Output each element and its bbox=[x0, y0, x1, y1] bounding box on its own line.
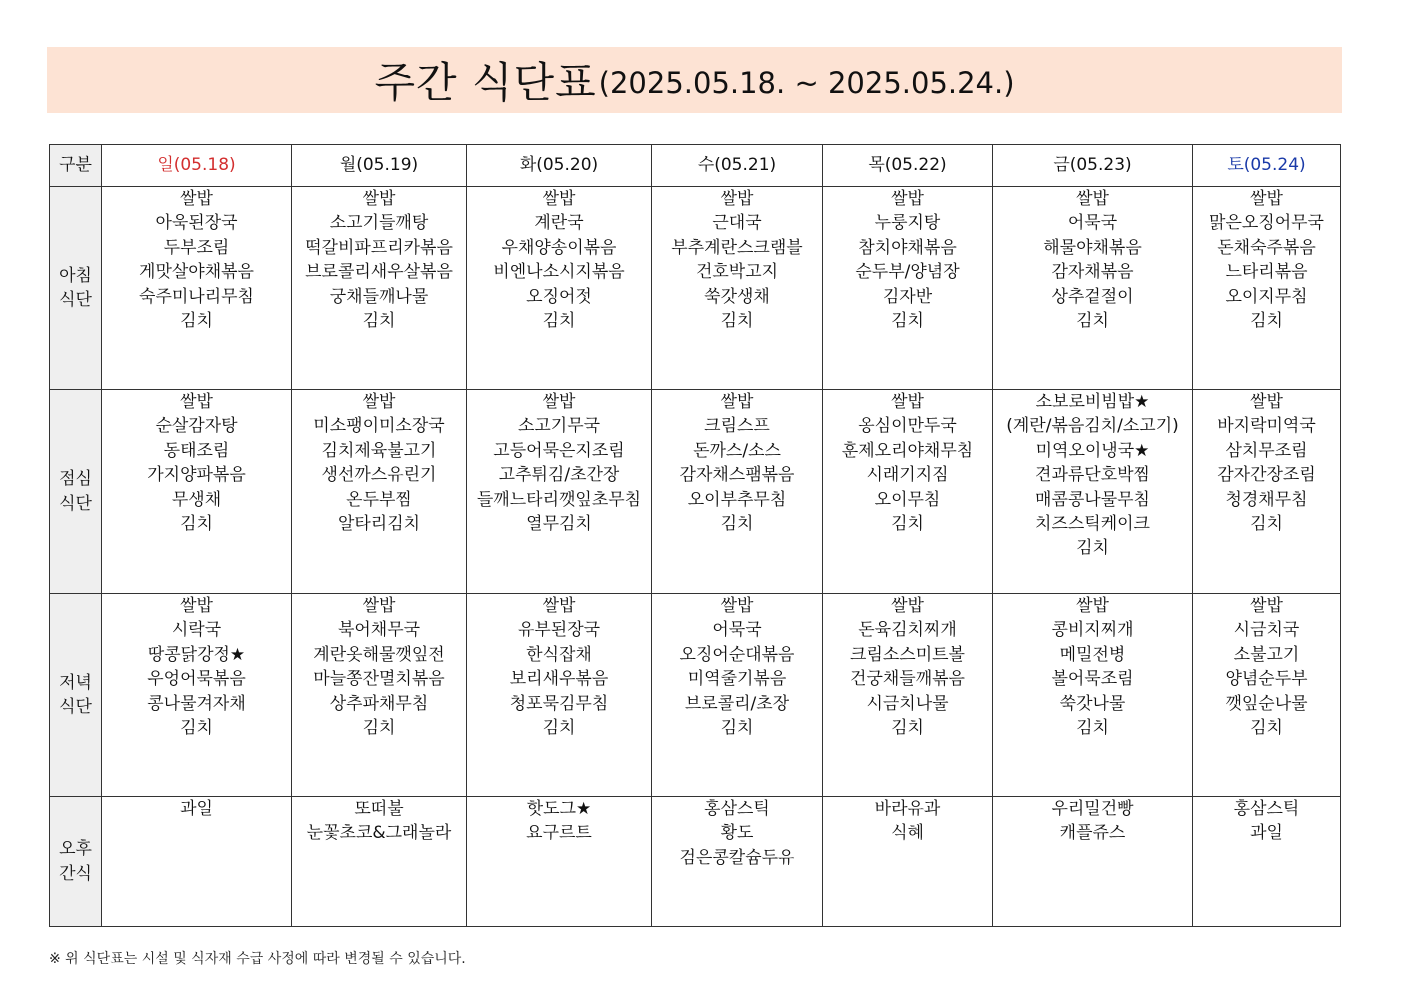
menu-item: 김치 bbox=[1076, 538, 1109, 559]
menu-item: 상추겉절이 bbox=[1051, 286, 1134, 307]
menu-item: 땅콩닭강정★ bbox=[147, 644, 246, 665]
menu-item: 북어채무국 bbox=[337, 620, 421, 641]
menu-item: 브로콜리새우살볶음 bbox=[305, 262, 453, 283]
menu-cell-tue bbox=[467, 390, 652, 594]
menu-item: 부추계란스크램블 bbox=[671, 237, 803, 258]
menu-cell-sun bbox=[102, 797, 292, 927]
menu-item: 온두부찜 bbox=[346, 489, 412, 510]
menu-item: 쌀밥 bbox=[542, 189, 576, 209]
header-day-sat: 토(05.24) bbox=[1193, 145, 1341, 187]
menu-item: 옹심이만두국 bbox=[858, 416, 957, 437]
menu-item: 과일 bbox=[1250, 823, 1283, 844]
menu-item: 궁채들깨나물 bbox=[329, 286, 429, 307]
menu-item: 김치 bbox=[1250, 311, 1283, 332]
menu-item: 쌀밥 bbox=[180, 189, 213, 209]
menu-item: 무생채 bbox=[171, 489, 222, 510]
menu-item: 쌀밥 bbox=[720, 596, 754, 616]
row-label-line: 점심 bbox=[59, 469, 92, 490]
menu-item: 들깨느타리깻잎초무침 bbox=[476, 489, 642, 510]
row-label bbox=[50, 594, 102, 797]
menu-item: 쌀밥 bbox=[180, 596, 213, 616]
menu-item: 게맛살야채볶음 bbox=[139, 262, 254, 283]
menu-item: 감자간장조림 bbox=[1217, 465, 1316, 486]
menu-item: 쌀밥 bbox=[1250, 189, 1283, 209]
menu-item: 두부조림 bbox=[163, 237, 230, 258]
menu-item: 근대국 bbox=[712, 213, 762, 234]
menu-item: 생선까스유린기 bbox=[321, 465, 437, 486]
menu-item: 쌀밥 bbox=[891, 392, 924, 412]
menu-item: 한식잡채 bbox=[526, 644, 592, 665]
menu-item: 김치 bbox=[720, 514, 754, 535]
menu-cell-wed bbox=[652, 797, 823, 927]
menu-cell-sat bbox=[1193, 187, 1341, 390]
menu-item: 캐플쥬스 bbox=[1059, 823, 1126, 844]
menu-item: 미소팽이미소장국 bbox=[313, 416, 445, 437]
menu-item: 김치 bbox=[720, 311, 754, 332]
menu-item: 우엉어묵볶음 bbox=[147, 669, 246, 690]
menu-item: 순살감자탕 bbox=[155, 416, 238, 437]
menu-item: 쌀밥 bbox=[1250, 392, 1283, 412]
menu-item: (계란/볶음김치/소고기) bbox=[1006, 416, 1179, 437]
header-day-tue: 화(05.20) bbox=[467, 145, 652, 187]
menu-item: 황도 bbox=[720, 823, 754, 844]
menu-item: 시금치국 bbox=[1233, 620, 1300, 641]
header-label: 구분 bbox=[50, 145, 102, 187]
menu-item: 김치 bbox=[1076, 718, 1109, 739]
menu-item: 우채양송이볶음 bbox=[501, 237, 617, 258]
menu-cell-tue bbox=[467, 797, 652, 927]
menu-item: 유부된장국 bbox=[517, 620, 601, 641]
menu-item: 브로콜리/초장 bbox=[684, 693, 790, 714]
menu-item: 김치 bbox=[542, 311, 576, 332]
row-label bbox=[50, 797, 102, 927]
menu-item: 김자반 bbox=[882, 286, 933, 307]
menu-item: 소보로비빔밥★ bbox=[1035, 392, 1150, 412]
menu-item: 견과류단호박찜 bbox=[1035, 465, 1150, 486]
menu-item: 쌀밥 bbox=[720, 392, 754, 412]
menu-item: 검은콩칼슘두유 bbox=[679, 847, 795, 868]
menu-item: 김치 bbox=[180, 311, 213, 332]
row-lunch bbox=[50, 390, 1341, 594]
menu-cell-thu bbox=[823, 594, 993, 797]
menu-cell-mon bbox=[292, 187, 467, 390]
row-label bbox=[50, 390, 102, 594]
menu-item: 김치 bbox=[1076, 311, 1109, 332]
menu-item: 소고기들깨탕 bbox=[329, 213, 429, 234]
menu-item: 쑥갓나물 bbox=[1059, 693, 1126, 714]
menu-cell-sun bbox=[102, 390, 292, 594]
menu-cell-sun bbox=[102, 187, 292, 390]
menu-item: 마늘쫑잔멸치볶음 bbox=[313, 669, 445, 690]
menu-item: 깻잎순나물 bbox=[1225, 693, 1308, 714]
menu-item: 쑥갓생채 bbox=[704, 286, 770, 307]
menu-item: 쌀밥 bbox=[362, 189, 396, 209]
menu-item: 김치 bbox=[180, 514, 213, 535]
menu-item: 소고기무국 bbox=[517, 416, 601, 437]
row-label-line: 식단 bbox=[59, 290, 92, 310]
menu-cell-sat bbox=[1193, 797, 1341, 927]
menu-item: 어묵국 bbox=[712, 620, 762, 641]
menu-item: 감자채볶음 bbox=[1051, 262, 1134, 283]
menu-item: 시금치나물 bbox=[866, 693, 949, 714]
menu-item: 핫도그★ bbox=[526, 799, 592, 819]
menu-item: 쌀밥 bbox=[1076, 596, 1109, 616]
title-banner bbox=[47, 47, 1342, 113]
menu-item: 알타리김치 bbox=[337, 514, 421, 535]
header-day-mon: 월(05.19) bbox=[292, 145, 467, 187]
menu-item: 눈꽃초코&그래놀라 bbox=[306, 823, 452, 844]
menu-item: 또떠불 bbox=[354, 799, 404, 819]
menu-cell-tue bbox=[467, 594, 652, 797]
menu-cell-thu bbox=[823, 187, 993, 390]
menu-cell-fri bbox=[993, 797, 1193, 927]
menu-item: 쌀밥 bbox=[180, 392, 213, 412]
menu-item: 쌀밥 bbox=[542, 596, 576, 616]
menu-item: 보리새우볶음 bbox=[509, 669, 609, 690]
menu-item: 오징어젓 bbox=[526, 286, 592, 307]
header-day-fri: 금(05.23) bbox=[993, 145, 1193, 187]
menu-cell-mon bbox=[292, 390, 467, 594]
menu-item: 김치 bbox=[362, 718, 396, 739]
menu-item: 김치 bbox=[1250, 514, 1283, 535]
menu-cell-wed bbox=[652, 390, 823, 594]
menu-cell-wed bbox=[652, 187, 823, 390]
menu-cell-sat bbox=[1193, 390, 1341, 594]
row-label-line: 오후 bbox=[59, 839, 92, 860]
menu-item: 계란국 bbox=[534, 213, 584, 234]
row-label-line: 식단 bbox=[59, 493, 92, 514]
menu-item: 열무김치 bbox=[526, 514, 592, 535]
menu-item: 김치 bbox=[542, 718, 576, 739]
menu-cell-thu bbox=[823, 797, 993, 927]
menu-cell-mon bbox=[292, 594, 467, 797]
menu-item: 순두부/양념장 bbox=[855, 262, 960, 283]
menu-item: 크림스프 bbox=[704, 416, 770, 437]
menu-item: 치즈스틱케이크 bbox=[1035, 514, 1150, 535]
menu-item: 맑은오징어무국 bbox=[1209, 213, 1324, 234]
menu-item: 청경채무침 bbox=[1225, 489, 1308, 510]
menu-item: 고등어묵은지조림 bbox=[493, 440, 625, 461]
menu-item: 미역줄기볶음 bbox=[687, 669, 787, 690]
menu-item: 고추튀김/초간장 bbox=[498, 465, 620, 486]
menu-item: 김치 bbox=[180, 718, 213, 739]
menu-item: 양념순두부 bbox=[1225, 669, 1308, 690]
menu-item: 김치 bbox=[362, 311, 396, 332]
menu-item: 김치 bbox=[1250, 718, 1283, 739]
menu-item: 바지락미역국 bbox=[1217, 416, 1316, 437]
row-breakfast bbox=[50, 187, 1341, 390]
row-snack bbox=[50, 797, 1341, 927]
menu-item: 김치 bbox=[891, 311, 924, 332]
menu-item: 시래기지짐 bbox=[866, 465, 949, 486]
menu-cell-sat bbox=[1193, 594, 1341, 797]
menu-item: 상추파채무침 bbox=[329, 693, 429, 714]
menu-item: 바라유과 bbox=[874, 799, 941, 819]
menu-item: 과일 bbox=[180, 799, 213, 819]
menu-item: 쌀밥 bbox=[891, 596, 924, 616]
menu-item: 떡갈비파프리카볶음 bbox=[305, 237, 453, 258]
menu-item: 매콤콩나물무침 bbox=[1035, 489, 1150, 510]
row-label-line: 간식 bbox=[59, 863, 92, 884]
menu-item: 김치 bbox=[720, 718, 754, 739]
menu-item: 숙주미나리무침 bbox=[139, 286, 254, 307]
header-day-wed: 수(05.21) bbox=[652, 145, 823, 187]
weekly-menu-table bbox=[49, 144, 1341, 927]
menu-item: 해물야채볶음 bbox=[1043, 237, 1142, 258]
menu-item: 김치제육불고기 bbox=[321, 440, 437, 461]
menu-item: 감자채스팸볶음 bbox=[679, 465, 795, 486]
row-label-line: 식단 bbox=[59, 697, 92, 717]
menu-item: 볼어묵조림 bbox=[1051, 669, 1134, 690]
menu-item: 요구르트 bbox=[526, 823, 592, 844]
menu-item: 가지양파볶음 bbox=[147, 465, 246, 486]
header-day-sun: 일(05.18) bbox=[102, 145, 292, 187]
menu-item: 건궁채들깨볶음 bbox=[850, 669, 965, 690]
page-title: 주간 식단표 bbox=[374, 58, 597, 107]
menu-cell-sun bbox=[102, 594, 292, 797]
menu-item: 쌀밥 bbox=[1250, 596, 1283, 616]
menu-item: 쌀밥 bbox=[362, 596, 396, 616]
menu-item: 어묵국 bbox=[1067, 213, 1118, 234]
menu-item: 미역오이냉국★ bbox=[1035, 440, 1150, 461]
menu-cell-fri bbox=[993, 187, 1193, 390]
footnote: ※ 위 식단표는 시설 및 식자재 수급 사정에 따라 변경될 수 있습니다. bbox=[49, 951, 466, 967]
menu-item: 느타리볶음 bbox=[1225, 262, 1308, 283]
menu-item: 쌀밥 bbox=[891, 189, 924, 209]
menu-item: 계란옷해물깻잎전 bbox=[313, 644, 445, 665]
menu-item: 건호박고지 bbox=[695, 262, 779, 283]
menu-item: 아욱된장국 bbox=[155, 213, 238, 234]
menu-cell-fri bbox=[993, 390, 1193, 594]
menu-item: 누룽지탕 bbox=[874, 213, 941, 234]
menu-cell-wed bbox=[652, 594, 823, 797]
menu-item: 돈채숙주볶음 bbox=[1217, 237, 1316, 258]
menu-item: 오이부추무침 bbox=[687, 489, 787, 510]
menu-item: 쌀밥 bbox=[362, 392, 396, 412]
menu-item: 오징어순대볶음 bbox=[679, 644, 795, 665]
row-dinner bbox=[50, 594, 1341, 797]
menu-item: 시락국 bbox=[171, 620, 222, 641]
menu-item: 삼치무조림 bbox=[1225, 440, 1308, 461]
menu-item: 오이지무침 bbox=[1225, 286, 1308, 307]
row-label bbox=[50, 187, 102, 390]
menu-item: 오이무침 bbox=[874, 489, 941, 510]
menu-item: 우리밀건빵 bbox=[1051, 799, 1134, 819]
menu-cell-mon bbox=[292, 797, 467, 927]
menu-item: 돈육김치찌개 bbox=[858, 620, 957, 641]
menu-item: 식혜 bbox=[891, 823, 924, 844]
menu-item: 콩나물겨자채 bbox=[147, 693, 246, 714]
menu-item: 콩비지찌개 bbox=[1051, 620, 1134, 641]
menu-item: 훈제오리야채무침 bbox=[841, 440, 974, 461]
header-day-thu: 목(05.22) bbox=[823, 145, 993, 187]
menu-item: 김치 bbox=[891, 514, 924, 535]
date-range: (2025.05.18. ~ 2025.05.24.) bbox=[598, 66, 1015, 100]
row-label-line: 저녁 bbox=[59, 672, 92, 693]
menu-item: 크림소스미트볼 bbox=[850, 644, 965, 665]
header-row bbox=[50, 145, 1341, 187]
menu-item: 홍삼스틱 bbox=[704, 799, 770, 819]
menu-item: 소불고기 bbox=[1233, 644, 1300, 665]
menu-item: 쌀밥 bbox=[542, 392, 576, 412]
menu-item: 참치야채볶음 bbox=[858, 237, 957, 258]
menu-cell-thu bbox=[823, 390, 993, 594]
menu-item: 쌀밥 bbox=[1076, 189, 1109, 209]
menu-item: 쌀밥 bbox=[720, 189, 754, 209]
menu-item: 돈까스/소스 bbox=[693, 440, 781, 461]
menu-cell-tue bbox=[467, 187, 652, 390]
menu-item: 동태조림 bbox=[163, 440, 230, 461]
menu-item: 홍삼스틱 bbox=[1233, 799, 1300, 819]
menu-item: 청포묵김무침 bbox=[509, 693, 609, 714]
row-label-line: 아침 bbox=[59, 265, 92, 286]
menu-cell-fri bbox=[993, 594, 1193, 797]
menu-item: 비엔나소시지볶음 bbox=[493, 262, 625, 283]
menu-item: 메밀전병 bbox=[1059, 644, 1126, 665]
menu-item: 김치 bbox=[891, 718, 924, 739]
